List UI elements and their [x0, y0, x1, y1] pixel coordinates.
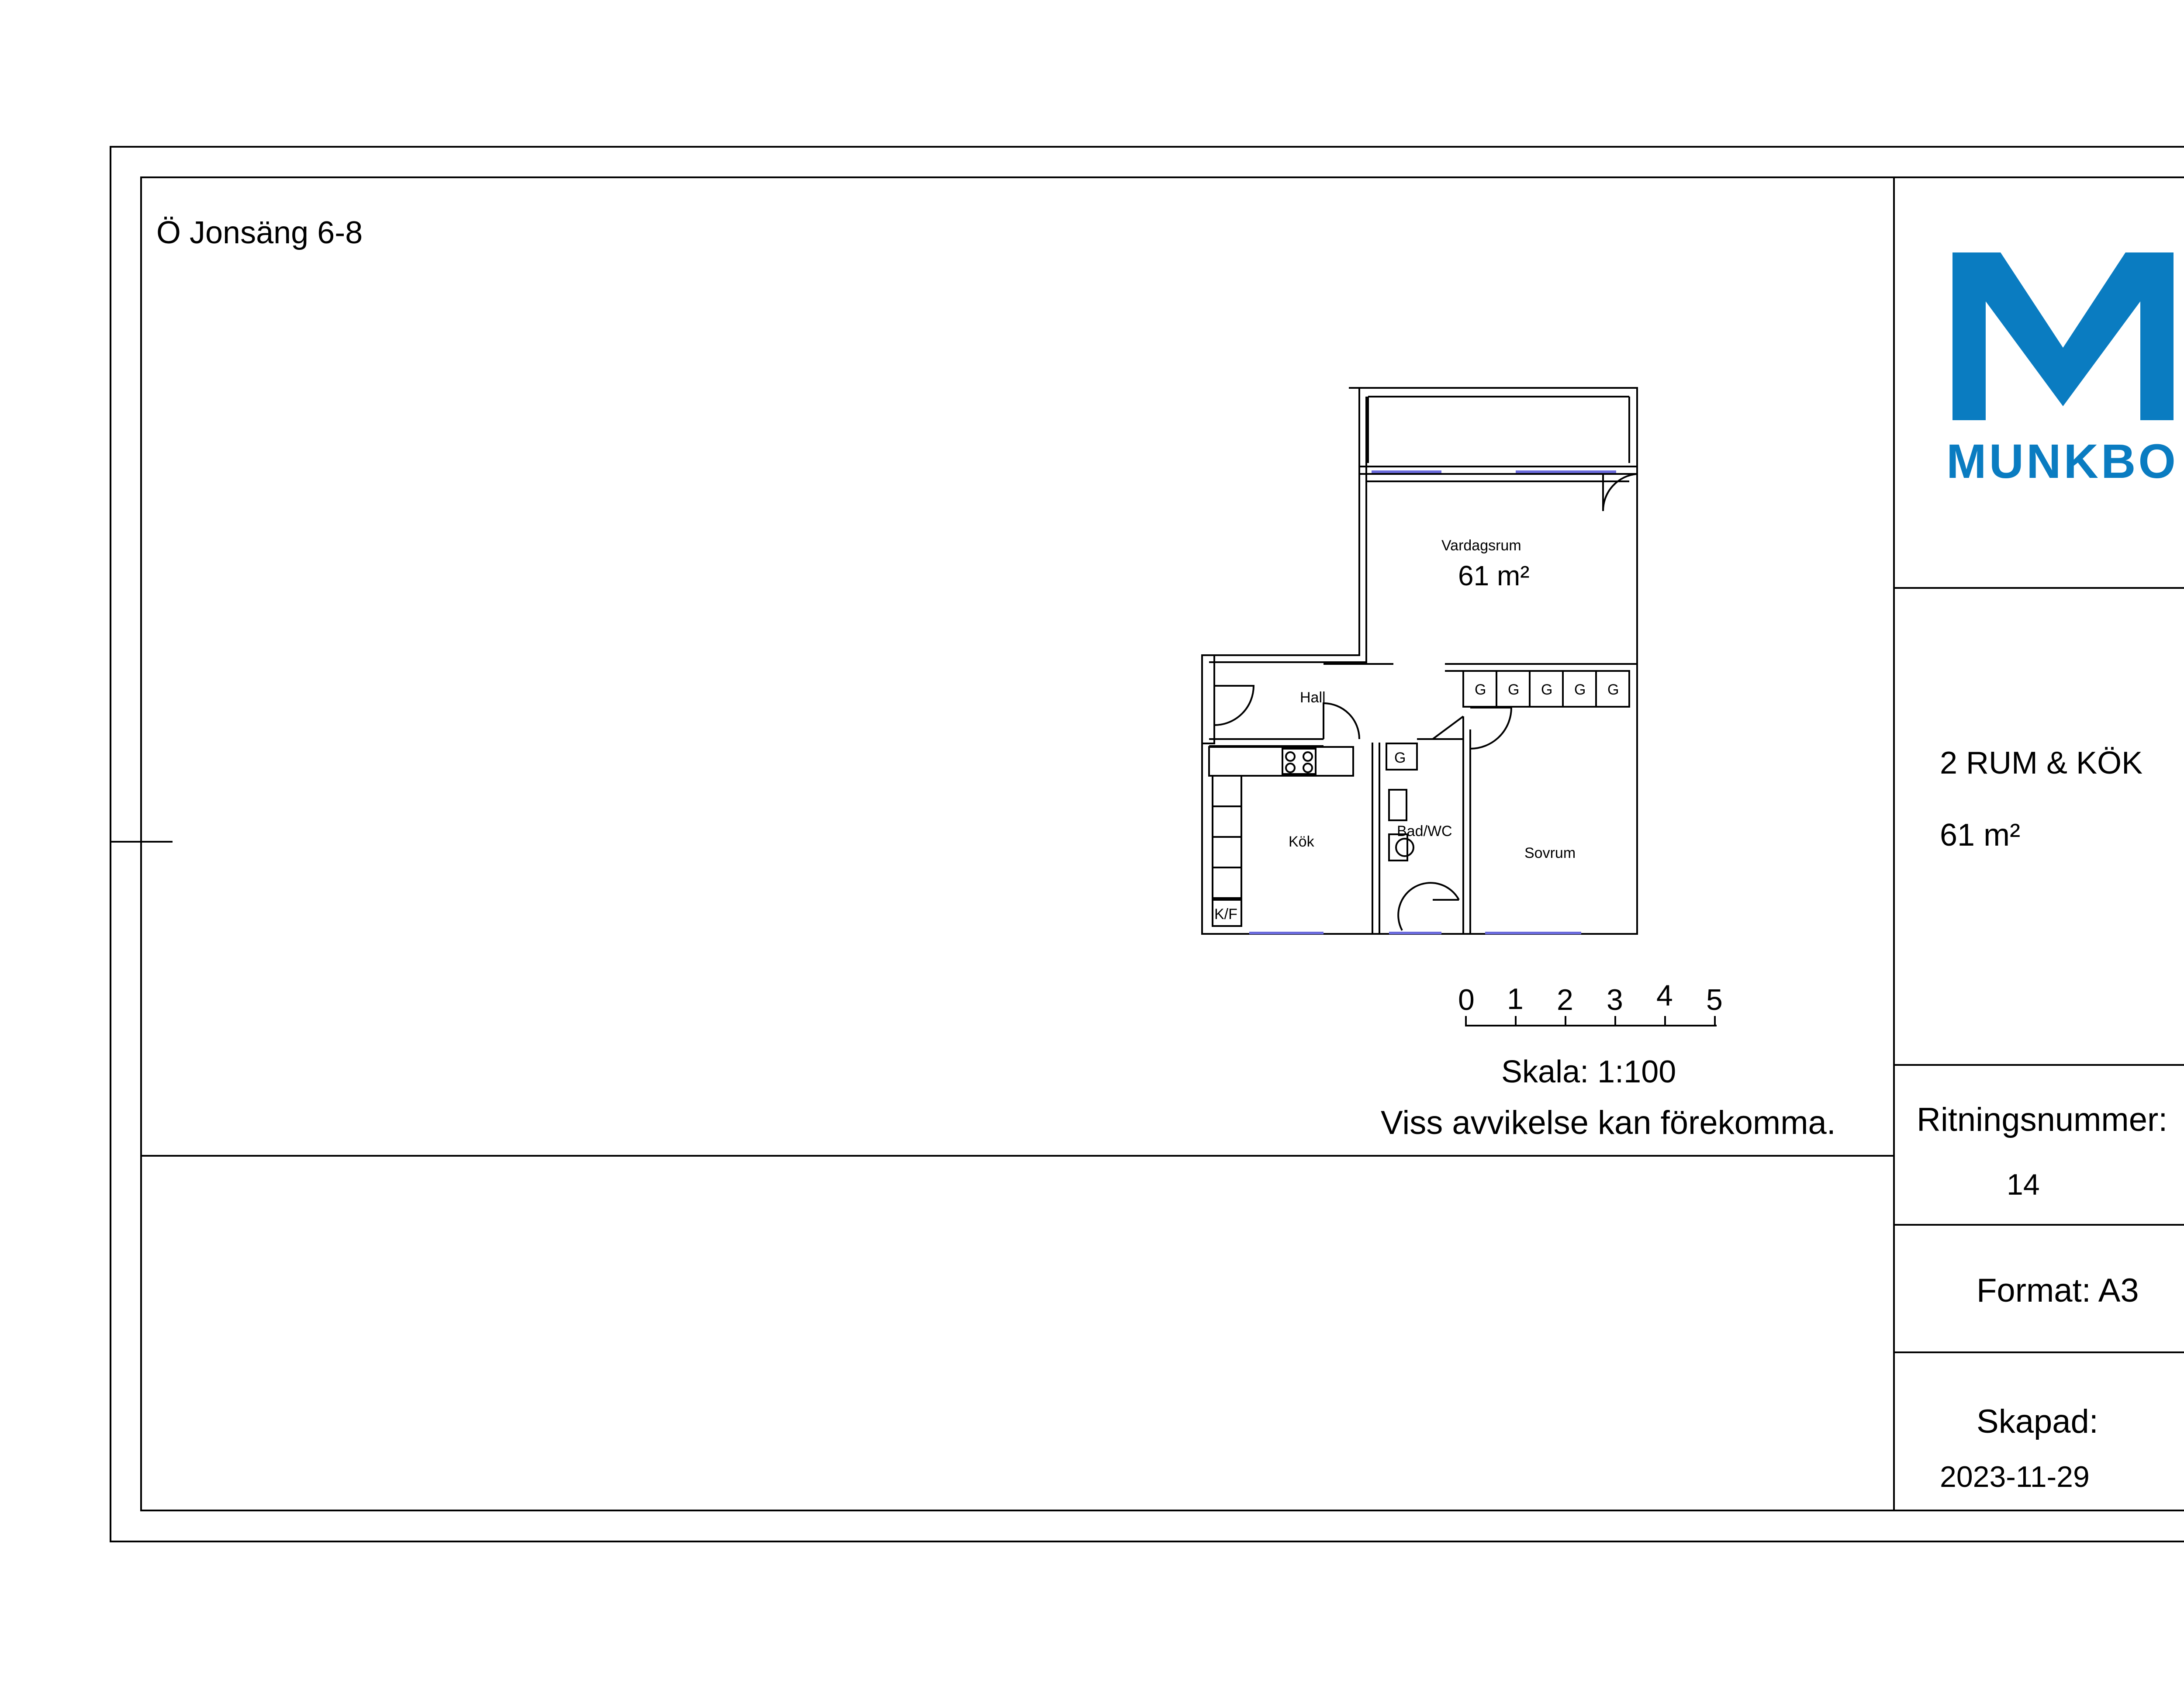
address-label: Ö Jonsäng 6-8	[156, 215, 363, 250]
inner-frame	[140, 176, 2184, 1511]
scale-tick-4: 4	[1656, 979, 1673, 1012]
scale-tick-2: 2	[1557, 983, 1573, 1016]
wall-upper-left-inner	[1209, 397, 1366, 662]
wardrobe-label: G	[1541, 681, 1553, 698]
created-date: 2023-11-29	[1940, 1460, 2090, 1493]
scale-bar	[1441, 974, 1730, 1035]
door-entrance	[1214, 686, 1254, 725]
drawing-area-divider	[140, 1155, 1894, 1157]
munkbo-logo-icon	[1952, 252, 2174, 420]
door-bath	[1433, 716, 1463, 739]
wardrobe-label: G	[1394, 750, 1406, 766]
scale-label: Skala: 1:100	[1501, 1054, 1676, 1089]
scale-tick-0: 0	[1458, 983, 1475, 1016]
balcony	[1359, 388, 1637, 467]
scale-tick-3: 3	[1607, 983, 1623, 1016]
title-block-rule-4	[1893, 1351, 2184, 1353]
scale-tick-1: 1	[1507, 982, 1524, 1016]
title-block-divider	[1893, 176, 1895, 1511]
bath-sink	[1389, 790, 1406, 820]
room-label-living: Vardagsrum	[1441, 537, 1521, 554]
room-label-bedroom: Sovrum	[1524, 845, 1576, 861]
drawing-number-label: Ritningsnummer:	[1917, 1101, 2168, 1138]
kitchen-counter-top	[1209, 747, 1353, 776]
room-label-kitchen: Kök	[1289, 833, 1314, 850]
scale-tick-5: 5	[1706, 983, 1723, 1016]
floor-plan	[1197, 384, 1647, 948]
wardrobe-label: G	[1607, 681, 1619, 698]
title-block-rule-3	[1893, 1224, 2184, 1226]
created-label: Skapad:	[1977, 1403, 2098, 1440]
wardrobe-label: G	[1475, 681, 1486, 698]
disclaimer: Viss avvikelse kan förekomma.	[1381, 1104, 1836, 1141]
rooms-summary: 2 RUM & KÖK	[1940, 746, 2143, 781]
format-label: Format: A3	[1977, 1272, 2139, 1309]
center-mark-left	[110, 841, 173, 843]
drawing-number-value: 14	[2007, 1168, 2040, 1201]
title-block-rule-1	[1893, 587, 2184, 589]
total-area-label: 61 m²	[1458, 560, 1530, 591]
wall-upper-left	[1202, 388, 1359, 655]
title-block-rule-2	[1893, 1064, 2184, 1066]
brand-name: MUNKBO	[1946, 435, 2178, 488]
wardrobe-label: G	[1508, 681, 1520, 698]
area-summary: 61 m²	[1940, 818, 2021, 853]
door-balcony	[1603, 474, 1637, 511]
room-label-fridge: K/F	[1214, 906, 1237, 923]
room-label-bath: Bad/WC	[1397, 823, 1452, 840]
shower-arc	[1398, 883, 1459, 930]
bath-toilet-bowl	[1396, 839, 1413, 856]
door-kitchen	[1324, 703, 1359, 739]
room-label-hall: Hall	[1300, 689, 1326, 706]
wardrobe-label: G	[1574, 681, 1586, 698]
door-bedroom	[1470, 708, 1511, 749]
